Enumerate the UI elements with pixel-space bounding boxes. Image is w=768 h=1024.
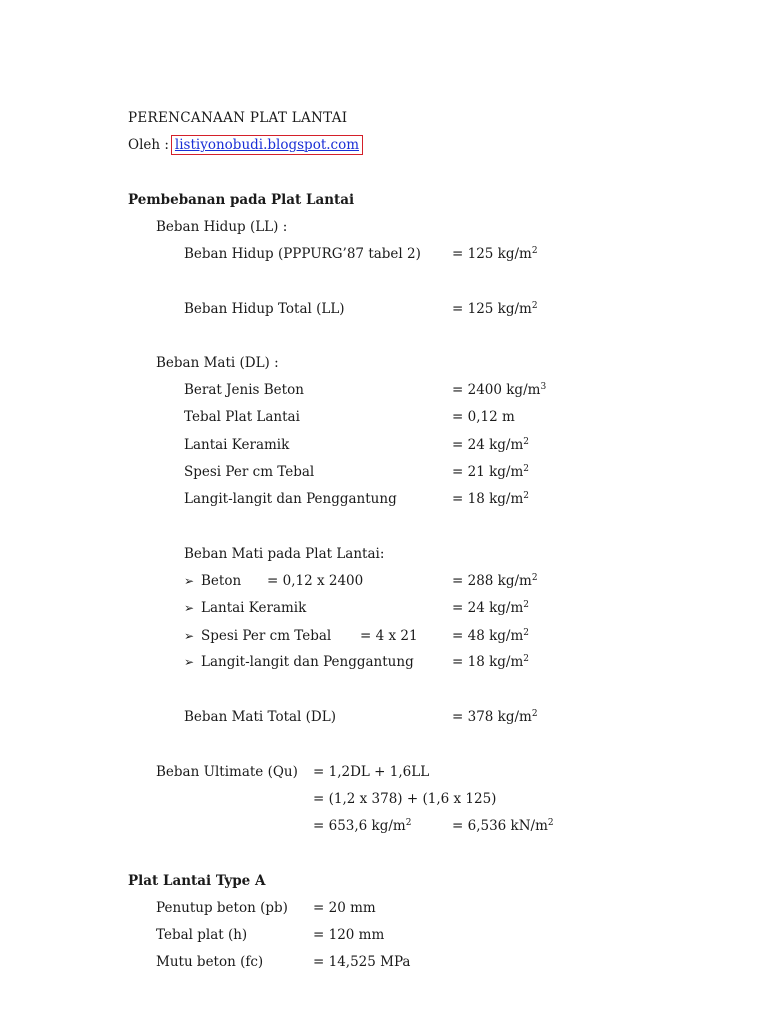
dead-on-slab-item-value: = 48 $kg/m^2$: [452, 628, 529, 644]
type-a-item-label: Mutu beton (fc): [156, 954, 264, 970]
arrow-bullet-icon: ➢: [184, 574, 195, 588]
dead-load-item-label: Tebal Plat Lantai: [184, 409, 300, 425]
section-heading-pembebanan: Pembebanan pada Plat Lantai: [128, 192, 355, 208]
dead-on-slab-item-value: = 288 $kg/m^2$: [452, 573, 538, 589]
dead-on-slab-item-label: ➢ Lantai Keramik: [184, 600, 307, 616]
dead-on-slab-heading: Beban Mati pada Plat Lantai:: [184, 546, 385, 562]
arrow-bullet-icon: ➢: [184, 629, 195, 643]
ultimate-load-substitution: = (1,2 x 378) + (1,6 x 125): [313, 791, 497, 807]
dead-load-item-value: = 21 $kg/m^2$: [452, 464, 529, 480]
dead-on-slab-item-value: = 18 $kg/m^2$: [452, 654, 529, 670]
dead-load-item-value: = 2400 $kg/m^3$: [452, 382, 547, 398]
dead-on-slab-item-label: ➢ Beton: [184, 573, 242, 589]
arrow-bullet-icon: ➢: [184, 601, 195, 615]
dead-on-slab-item-value: = 24 $kg/m^2$: [452, 600, 529, 616]
author-line: [128, 135, 363, 155]
dead-load-total-label: Beban Mati Total (DL): [184, 709, 336, 725]
author-label: Oleh :: [128, 137, 169, 153]
dead-load-item-value: = 0,12 m: [452, 409, 515, 425]
live-load-item-label: Beban Hidup (PPPURG’87 tabel 2): [184, 246, 421, 262]
live-load-heading: Beban Hidup (LL) :: [156, 219, 288, 235]
author-link[interactable]: listiyonobudi.blogspot.com: [174, 137, 360, 153]
dead-on-slab-item-calc: = 4 x 21: [360, 628, 418, 644]
dead-load-item-label: Spesi Per cm Tebal: [184, 464, 315, 480]
document-title: PERENCANAAN PLAT LANTAI: [128, 110, 348, 126]
dead-on-slab-item-calc: = 0,12 x 2400: [267, 573, 364, 589]
type-a-item-value: = 20 mm: [313, 900, 376, 916]
dead-load-item-value: = 24 $kg/m^2$: [452, 437, 529, 453]
type-a-item-label: Tebal plat (h): [156, 927, 248, 943]
ultimate-load-result-kn: = 6,536 $kN/m^2$: [452, 818, 554, 834]
dead-load-item-label: Lantai Keramik: [184, 437, 290, 453]
type-a-item-value: = 14,525 MPa: [313, 954, 411, 970]
dead-on-slab-item-label: ➢ Langit-langit dan Penggantung: [184, 654, 414, 670]
dead-load-item-value: = 18 $kg/m^2$: [452, 491, 529, 507]
ultimate-load-formula: = 1,2DL + 1,6LL: [313, 764, 430, 780]
dead-load-item-label: Langit-langit dan Penggantung: [184, 491, 397, 507]
dead-on-slab-item-label: ➢ Spesi Per cm Tebal: [184, 628, 332, 644]
live-load-total-value: = 125 $kg/m^2$: [452, 301, 538, 317]
ultimate-load-label: Beban Ultimate (Qu): [156, 764, 298, 780]
live-load-total-label: Beban Hidup Total (LL): [184, 301, 345, 317]
ultimate-load-result-kg: = 653,6 $kg/m^2$: [313, 818, 412, 834]
arrow-bullet-icon: ➢: [184, 655, 195, 669]
dead-load-heading: Beban Mati (DL) :: [156, 355, 279, 371]
type-a-item-label: Penutup beton (pb): [156, 900, 288, 916]
dead-load-item-label: Berat Jenis Beton: [184, 382, 304, 398]
live-load-item-value: = 125 $kg/m^2$: [452, 246, 538, 262]
type-a-item-value: = 120 mm: [313, 927, 385, 943]
section-heading-type-a: Plat Lantai Type A: [128, 873, 266, 889]
dead-load-total-value: = 378 $kg/m^2$: [452, 709, 538, 725]
author-link-box[interactable]: [171, 135, 363, 155]
